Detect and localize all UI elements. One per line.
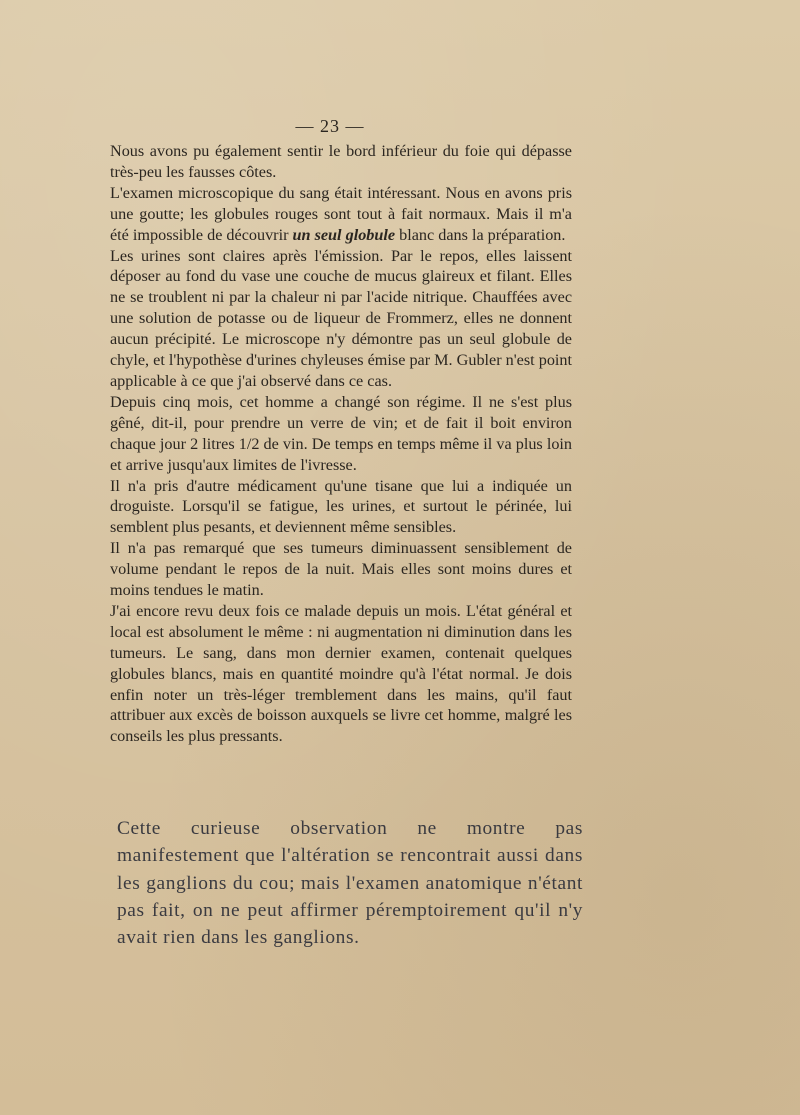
paragraph-2: L'examen microscopique du sang était intéressant. Nous en avons pris une goutte; les globules rouges sont tout à fait normaux. Mais il m'a été impossible de découvrir un seul globule blanc dans la préparation. xyxy=(110,183,572,244)
paragraph-7: J'ai encore revu deux fois ce malade depuis un mois. L'état général et local est absolument le même : ni augmentation ni diminution dans les tumeurs. Le sang, dans mon dernier examen, contenait quelques globules blancs, mais en quantité moindre qu'à l'état normal. Je dois enfin noter un très-léger tremblement dans les mains, qu'il faut attribuer aux excès de boisson auxquels se livre cet homme, malgré les conseils les plus pressants. xyxy=(110,601,572,746)
paragraph-3: Les urines sont claires après l'émission. Par le repos, elles laissent déposer au fond du vase une couche de mucus glaireux et filant. Elles ne se troublent ni par la chaleur ni par l'acide nitrique. Chauffées avec une solution de potasse ou de liqueur de Frommerz, elles ne donnent aucun précipité. Le microscope n'y démontre pas un seul globule de chyle, et l'hypothèse d'urines chyleuses émise par M. Gubler n'est point applicable à ce que j'ai observé dans ce cas. xyxy=(110,246,572,390)
body-text xyxy=(110,141,572,747)
paragraph-1: Nous avons pu également sentir le bord inférieur du foie qui dépasse très-peu les fausses côtes. xyxy=(110,142,572,181)
paragraph-6: Il n'a pas remarqué que ses tumeurs diminuassent sensiblement de volume pendant le repos de la nuit. Mais elles sont moins dures et moins tendues le matin. xyxy=(110,539,572,600)
paragraph-4: Depuis cinq mois, cet homme a changé son régime. Il ne s'est plus gêné, dit-il, pour prendre un verre de vin; et de fait il boit environ chaque jour 2 litres 1/2 de vin. De temps en temps même il va plus loin et arrive jusqu'aux limites de l'ivresse. xyxy=(110,392,572,474)
emphasis-text: un seul globule xyxy=(292,225,396,244)
conclusion-paragraph: Cette curieuse observation ne montre pas manifestement que l'altération se rencontrait aussi dans les ganglions du cou; mais l'examen anatomique n'étant pas fait, on ne peut affirmer péremptoirement qu'il n'y avait rien dans les ganglions. xyxy=(117,818,583,949)
page-number: — 23 — xyxy=(295,116,365,136)
conclusion-block xyxy=(117,815,583,951)
paragraph-5: Il n'a pris d'autre médicament qu'une tisane que lui a indiquée un droguiste. Lorsqu'il se fatigue, les urines, et surtout le périnée, lui semblent plus pesants, et deviennent même sensibles. xyxy=(110,476,572,537)
